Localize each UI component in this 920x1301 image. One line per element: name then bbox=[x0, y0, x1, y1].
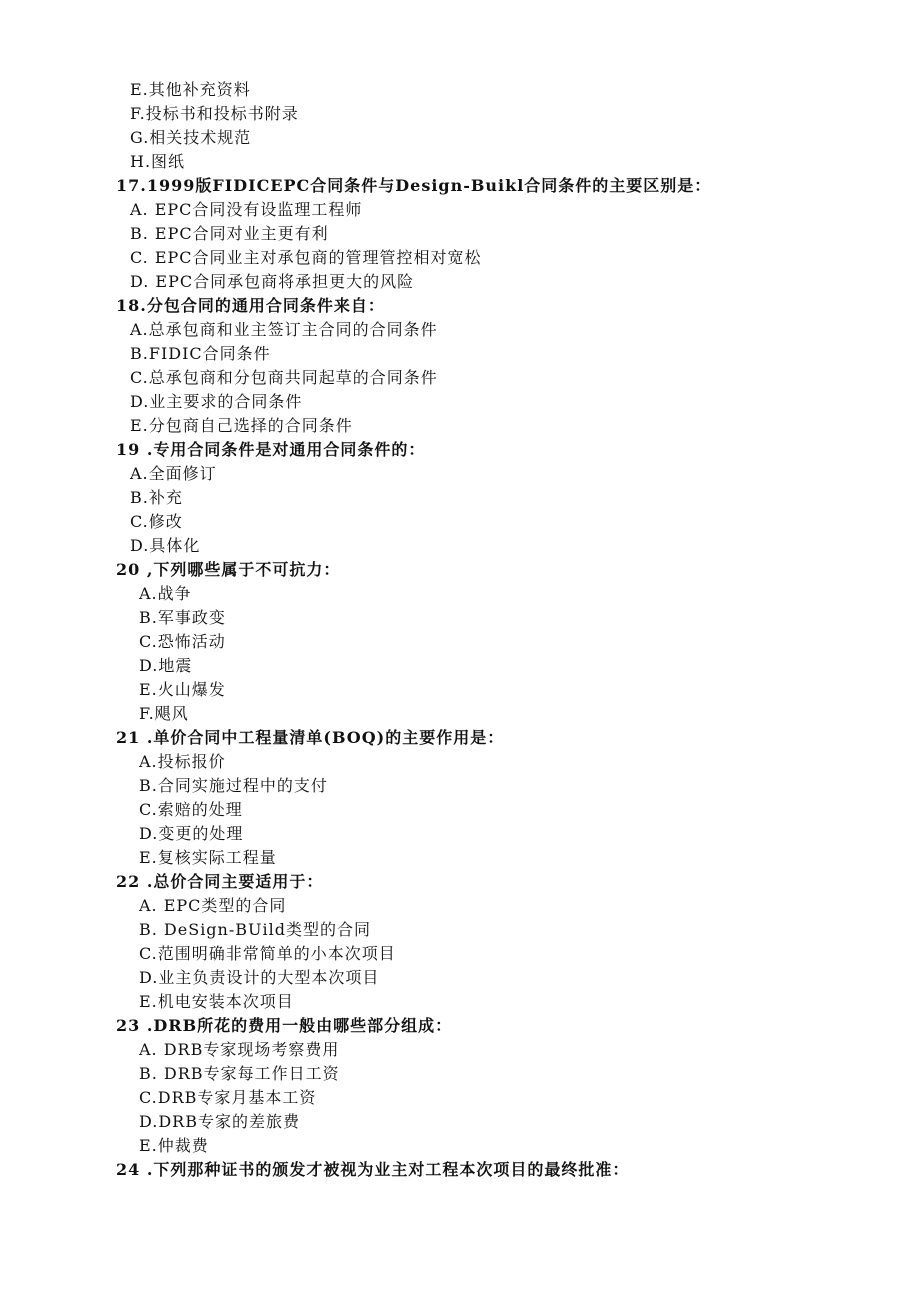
option-19-c: C.修改 bbox=[130, 512, 183, 531]
option-21-b: B.合同实施过程中的支付 bbox=[139, 776, 328, 795]
option-18-e: E.分包商自己选择的合同条件 bbox=[130, 416, 353, 435]
option-20-f: F.飓风 bbox=[139, 704, 189, 723]
option-19-a: A.全面修订 bbox=[130, 464, 217, 483]
option-23-e: E.仲裁费 bbox=[139, 1136, 209, 1155]
option-23-d: D.DRB专家的差旅费 bbox=[139, 1112, 300, 1131]
question-24: 24 .下列那种证书的颁发才被视为业主对工程本次项目的最终批准： bbox=[116, 1160, 630, 1179]
option-20-a: A.战争 bbox=[139, 584, 192, 603]
option-22-a: A. EPC类型的合同 bbox=[139, 896, 287, 915]
option-19-b: B.补充 bbox=[130, 488, 183, 507]
option-18-d: D.业主要求的合同条件 bbox=[130, 392, 303, 411]
option-18-a: A.总承包商和业主签订主合同的合同条件 bbox=[130, 320, 438, 339]
option-19-d: D.具体化 bbox=[130, 536, 201, 555]
option-23-c: C.DRB专家月基本工资 bbox=[139, 1088, 317, 1107]
option-16-h: H.图纸 bbox=[130, 152, 186, 171]
option-20-e: E.火山爆发 bbox=[139, 680, 226, 699]
option-16-f: F.投标书和投标书附录 bbox=[130, 104, 299, 123]
document-page bbox=[0, 78, 920, 1182]
option-21-c: C.索赔的处理 bbox=[139, 800, 243, 819]
option-22-e: E.机电安装本次项目 bbox=[139, 992, 294, 1011]
option-17-a: A. EPC合同没有设监理工程师 bbox=[130, 200, 363, 219]
question-19: 19 .专用合同条件是对通用合同条件的： bbox=[116, 440, 426, 459]
option-17-d: D. EPC合同承包商将承担更大的风险 bbox=[130, 272, 415, 291]
option-22-b: B. DeSign-BUild类型的合同 bbox=[139, 920, 371, 939]
option-20-c: C.恐怖活动 bbox=[139, 632, 226, 651]
option-20-b: B.军事政变 bbox=[139, 608, 226, 627]
option-22-d: D.业主负责设计的大型本次项目 bbox=[139, 968, 380, 987]
option-16-e: E.其他补充资料 bbox=[130, 80, 251, 99]
question-22: 22 .总价合同主要适用于： bbox=[116, 872, 324, 891]
option-20-d: D.地震 bbox=[139, 656, 193, 675]
option-17-c: C. EPC合同业主对承包商的管理管控相对宽松 bbox=[130, 248, 482, 267]
question-21: 21 .单价合同中工程量清单(BOQ)的主要作用是： bbox=[116, 728, 505, 747]
option-17-b: B. EPC合同对业主更有利 bbox=[130, 224, 329, 243]
question-20: 20 ,下列哪些属于不可抗力： bbox=[116, 560, 341, 579]
option-18-c: C.总承包商和分包商共同起草的合同条件 bbox=[130, 368, 438, 387]
question-23: 23 .DRB所花的费用一般由哪些部分组成： bbox=[116, 1016, 453, 1035]
option-23-a: A. DRB专家现场考察费用 bbox=[139, 1040, 340, 1059]
option-18-b: B.FIDIC合同条件 bbox=[130, 344, 271, 363]
option-21-a: A.投标报价 bbox=[139, 752, 226, 771]
option-21-d: D.变更的处理 bbox=[139, 824, 244, 843]
question-17: 17.1999版FIDICEPC合同条件与Design-Buikl合同条件的主要区别是： bbox=[116, 176, 712, 195]
option-16-g: G.相关技术规范 bbox=[130, 128, 252, 147]
question-18: 18.分包合同的通用合同条件来自： bbox=[116, 296, 385, 315]
option-22-c: C.范围明确非常简单的小本次项目 bbox=[139, 944, 396, 963]
option-21-e: E.复核实际工程量 bbox=[139, 848, 277, 867]
option-23-b: B. DRB专家每工作日工资 bbox=[139, 1064, 340, 1083]
